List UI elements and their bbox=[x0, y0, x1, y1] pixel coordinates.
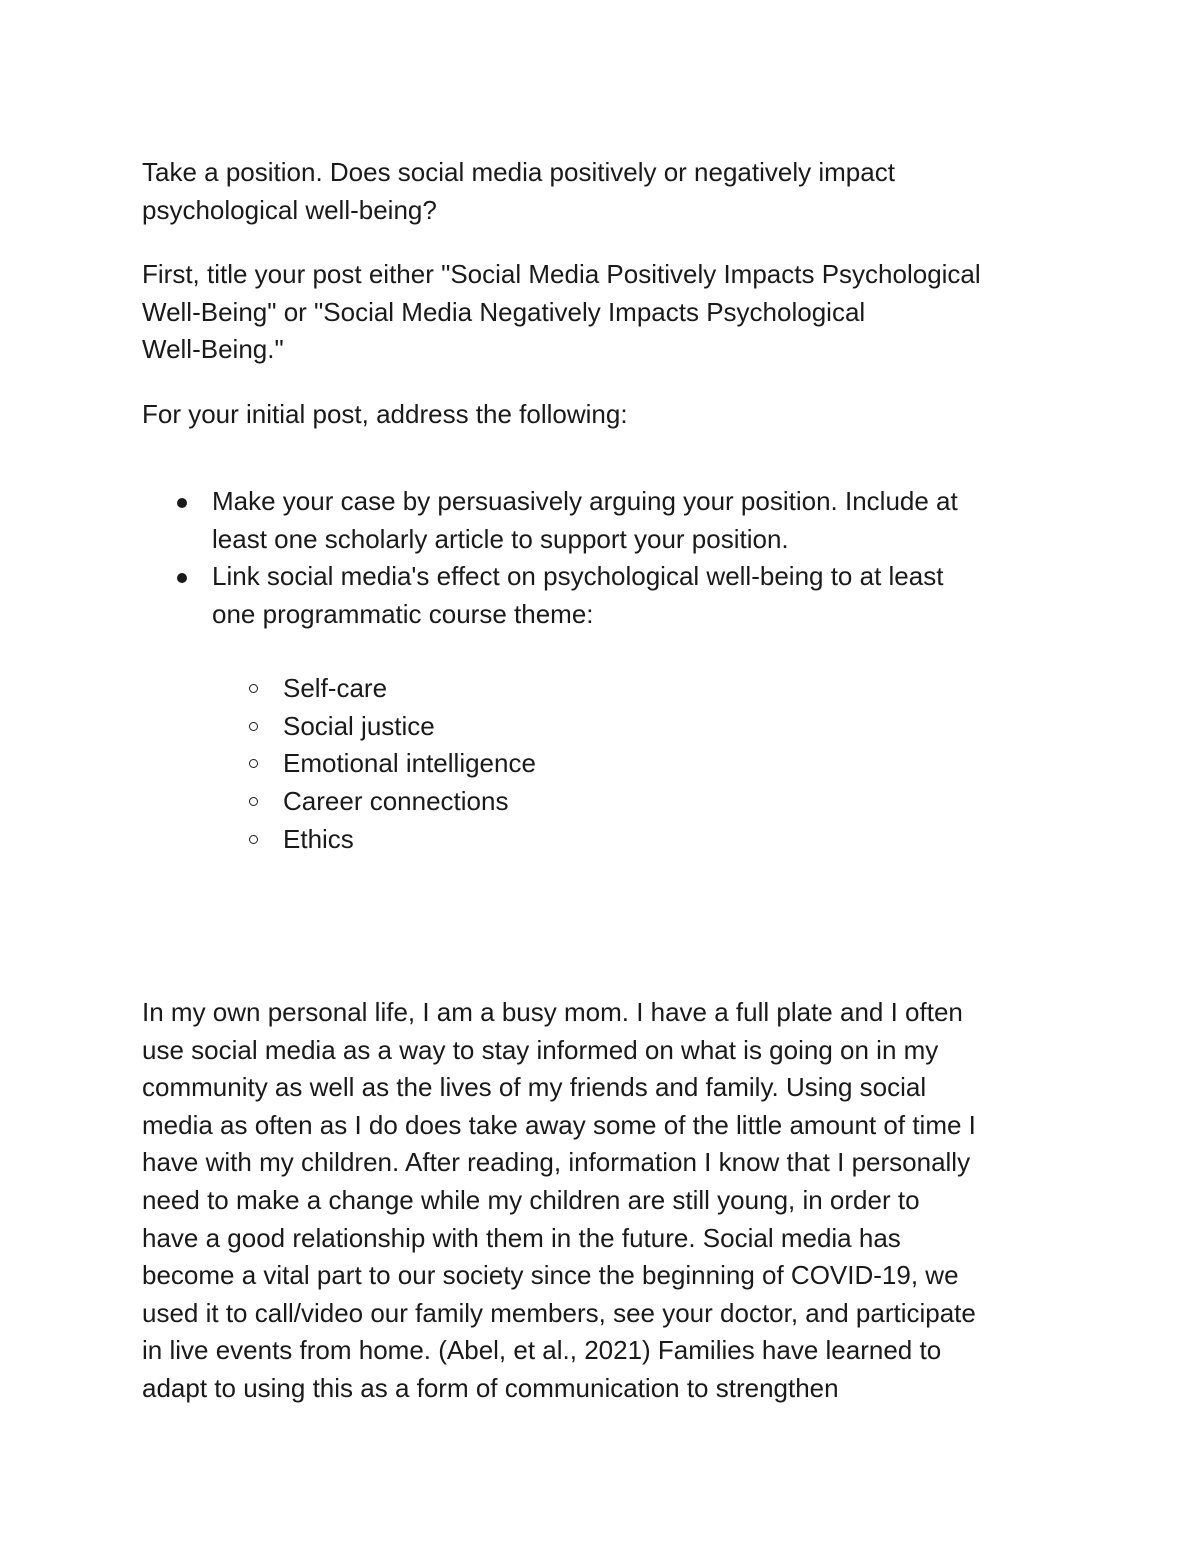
list-item bbox=[283, 745, 536, 783]
list-item bbox=[283, 670, 536, 708]
list-item-line: least one scholarly article to support your position. bbox=[212, 523, 789, 554]
list-item-line: Link social media's effect on psychological well-being to at least bbox=[212, 561, 944, 592]
theme-label: Career connections bbox=[283, 786, 509, 817]
course-themes-list bbox=[283, 670, 536, 859]
hollow-bullet-icon bbox=[249, 797, 258, 806]
theme-label: Emotional intelligence bbox=[283, 748, 536, 779]
essay-line: need to make a change while my children are still young, in order to bbox=[142, 1184, 920, 1215]
hollow-bullet-icon bbox=[249, 835, 258, 844]
instructions-line: Well-Being." bbox=[142, 334, 284, 365]
intro-paragraph: For your initial post, address the following: bbox=[142, 399, 628, 429]
list-item bbox=[283, 821, 536, 859]
essay-line: have a good relationship with them in the future. Social media has bbox=[142, 1222, 901, 1253]
essay-line: used it to call/video our family members, see your doctor, and participate bbox=[142, 1297, 976, 1328]
requirements-list bbox=[212, 483, 958, 633]
essay-line: adapt to using this as a form of communication to strengthen bbox=[142, 1372, 839, 1403]
instructions-line: Well-Being" or "Social Media Negatively Impacts Psychological bbox=[142, 296, 866, 327]
instructions-paragraph bbox=[142, 256, 981, 369]
list-item bbox=[212, 483, 958, 558]
hollow-bullet-icon bbox=[249, 722, 258, 731]
bullet-dot-icon bbox=[177, 498, 187, 508]
essay-line: have with my children. After reading, information I know that I personally bbox=[142, 1147, 971, 1178]
essay-line: use social media as a way to stay informed on what is going on in my bbox=[142, 1034, 939, 1065]
prompt-paragraph bbox=[142, 154, 895, 229]
essay-line: media as often as I do does take away some of the little amount of time I bbox=[142, 1109, 976, 1140]
essay-line: In my own personal life, I am a busy mom. I have a full plate and I often bbox=[142, 997, 963, 1027]
theme-label: Social justice bbox=[283, 710, 435, 741]
prompt-line: Take a position. Does social media positively or negatively impact bbox=[142, 157, 895, 187]
hollow-bullet-icon bbox=[249, 684, 258, 693]
list-item bbox=[212, 558, 958, 633]
essay-line: become a vital part to our society since the beginning of COVID-19, we bbox=[142, 1260, 959, 1291]
list-item-line: Make your case by persuasively arguing your position. Include at bbox=[212, 486, 958, 516]
prompt-line: psychological well-being? bbox=[142, 194, 437, 225]
instructions-line: First, title your post either "Social Media Positively Impacts Psychological bbox=[142, 259, 981, 289]
list-item bbox=[283, 708, 536, 746]
hollow-bullet-icon bbox=[249, 759, 258, 768]
list-item bbox=[283, 783, 536, 821]
theme-label: Self-care bbox=[283, 673, 388, 703]
essay-paragraph bbox=[142, 994, 976, 1408]
theme-label: Ethics bbox=[283, 823, 354, 854]
essay-line: community as well as the lives of my friends and family. Using social bbox=[142, 1072, 927, 1103]
essay-line: in live events from home. (Abel, et al., 2021) Families have learned to bbox=[142, 1335, 942, 1366]
list-item-line: one programmatic course theme: bbox=[212, 598, 594, 629]
bullet-dot-icon bbox=[177, 573, 187, 583]
